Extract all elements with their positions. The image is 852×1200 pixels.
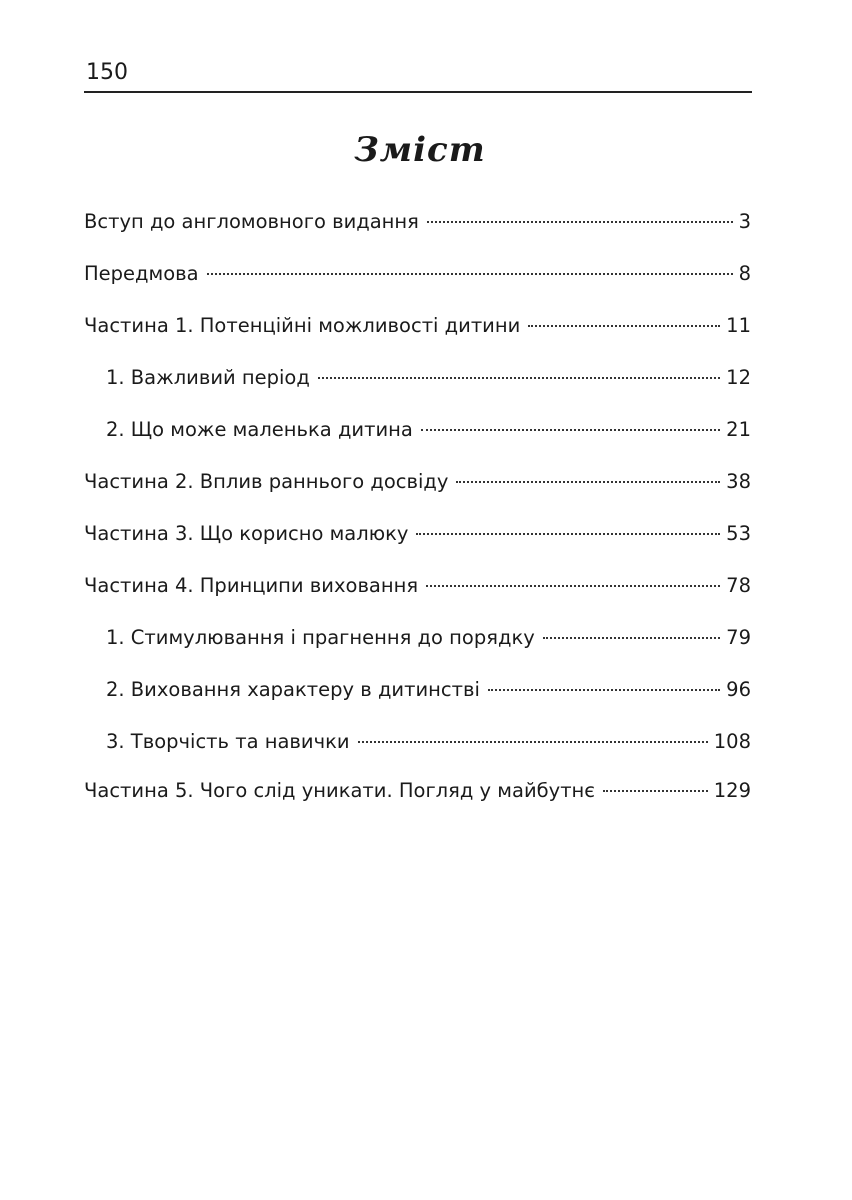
toc-entry-page: 108 bbox=[713, 730, 751, 753]
toc-entry-page: 12 bbox=[726, 366, 751, 389]
toc-entry[interactable] bbox=[84, 207, 751, 237]
dot-leader bbox=[207, 273, 733, 275]
toc-entry-label: Вступ до англомовного видання bbox=[84, 210, 419, 233]
toc-entry[interactable] bbox=[84, 467, 751, 497]
dot-leader bbox=[427, 221, 733, 223]
dot-leader bbox=[421, 429, 720, 431]
header-rule bbox=[84, 91, 752, 93]
toc-entry-page: 8 bbox=[738, 262, 751, 285]
toc-entry-label: 3. Творчість та навички bbox=[106, 730, 350, 753]
dot-leader bbox=[528, 325, 720, 327]
toc-entry-page: 96 bbox=[726, 678, 751, 701]
toc-entry[interactable] bbox=[84, 311, 751, 341]
dot-leader bbox=[543, 637, 720, 639]
toc-entry[interactable] bbox=[84, 259, 751, 289]
page-number: 150 bbox=[86, 60, 128, 85]
toc-entry-label: 2. Що може маленька дитина bbox=[106, 418, 413, 441]
toc-entry[interactable] bbox=[106, 675, 751, 705]
dot-leader bbox=[416, 533, 720, 535]
toc-entry-label: 1. Стимулювання і прагнення до порядку bbox=[106, 626, 535, 649]
toc-entry-page: 38 bbox=[726, 470, 751, 493]
toc-entry[interactable] bbox=[84, 571, 751, 601]
toc-entry-label: Частина 2. Вплив раннього досвіду bbox=[84, 470, 449, 493]
toc-entry-label: 1. Важливий період bbox=[106, 366, 310, 389]
toc-entry[interactable] bbox=[106, 727, 751, 757]
toc-entry-label: 2. Виховання характеру в дитинстві bbox=[106, 678, 480, 701]
toc-entry-page: 53 bbox=[726, 522, 751, 545]
dot-leader bbox=[456, 481, 720, 483]
dot-leader bbox=[358, 741, 708, 743]
toc-entry-page: 78 bbox=[726, 574, 751, 597]
dot-leader bbox=[488, 689, 720, 691]
toc-title: Зміст bbox=[354, 130, 486, 170]
toc-entry-label: Частина 3. Що корисно малюку bbox=[84, 522, 409, 545]
toc-entry[interactable] bbox=[106, 363, 751, 393]
toc-entry-page: 21 bbox=[726, 418, 751, 441]
toc-entry-label: Частина 4. Принципи виховання bbox=[84, 574, 419, 597]
toc-entry-label: Частина 1. Потенційні можливості дитини bbox=[84, 314, 521, 337]
dot-leader bbox=[426, 585, 720, 587]
toc-entry-page: 3 bbox=[738, 210, 751, 233]
toc-entry[interactable] bbox=[84, 776, 751, 806]
toc-entry-label: Частина 5. Чого слід уникати. Погляд у майбутнє bbox=[84, 779, 596, 802]
dot-leader bbox=[318, 377, 720, 379]
toc-entry-page: 79 bbox=[726, 626, 751, 649]
toc-entry[interactable] bbox=[84, 519, 751, 549]
toc-entry-label: Передмова bbox=[84, 262, 199, 285]
toc-entry-page: 129 bbox=[713, 779, 751, 802]
toc-entry-page: 11 bbox=[726, 314, 751, 337]
toc-entry[interactable] bbox=[106, 623, 751, 653]
dot-leader bbox=[603, 790, 708, 792]
toc-entry[interactable] bbox=[106, 415, 751, 445]
